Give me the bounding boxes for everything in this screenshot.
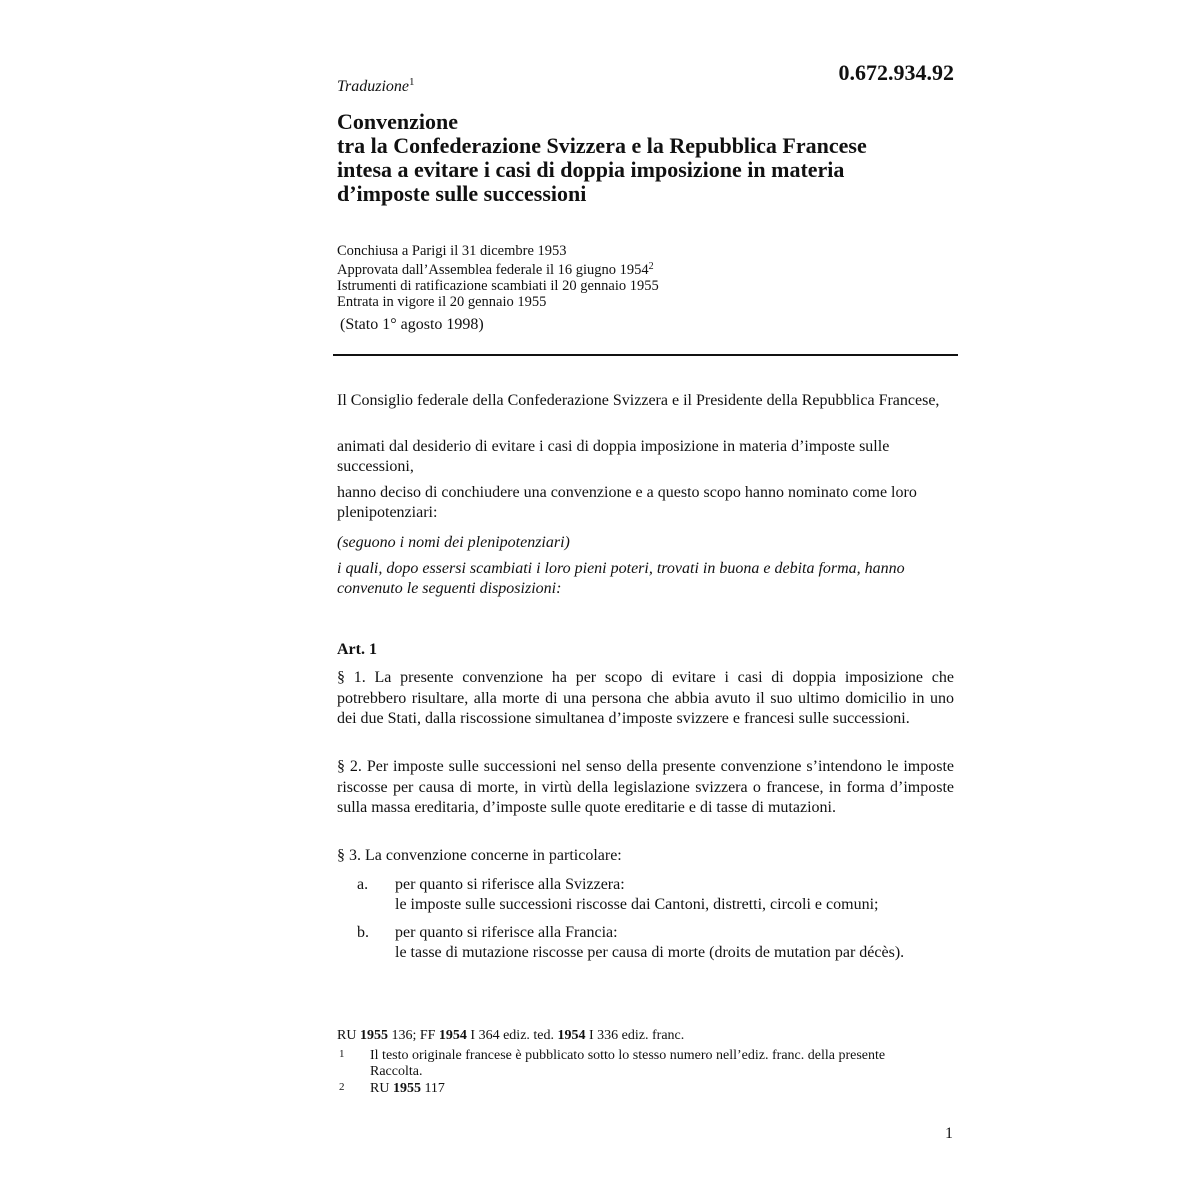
preamble-paragraph: animati dal desiderio di evitare i casi di doppia imposizione in materia d’imposte sulle successioni, <box>337 438 890 475</box>
in-force-date: Entrata in vigore il 20 gennaio 1955 <box>337 294 547 310</box>
footnote-1 <box>337 1048 937 1080</box>
document-title <box>337 110 977 206</box>
preamble-paragraph: Il Consiglio federale della Confederazione Svizzera e il Presidente della Repubblica Francese, <box>337 392 940 409</box>
article-list <box>337 875 954 963</box>
footnote-ref-1[interactable]: 1 <box>409 76 415 88</box>
article-paragraph: § 2. Per imposte sulle successioni nel senso della presente convenzione s’intendono le imposte riscosse per causa di morte, in virtù della legislazione svizzera o francese, in forma d’imposte sulla massa ereditaria, d’imposte sulle quote ereditarie e di tasse di mutazioni. <box>337 758 954 816</box>
source-reference: RU 1955 136; FF 1954 I 364 ediz. ted. 1954 I 336 ediz. franc. <box>337 1028 685 1043</box>
article-heading: Art. 1 <box>337 641 377 658</box>
footnote-number: 2 <box>339 1081 345 1093</box>
footnote-number: 1 <box>339 1048 345 1060</box>
status-date: (Stato 1° agosto 1998) <box>340 316 484 333</box>
concluded-date: Conchiusa a Parigi il 31 dicembre 1953 <box>337 243 567 259</box>
document-metadata <box>337 243 659 310</box>
list-item: a. per quanto si riferisce alla Svizzera: le imposte sulle successioni riscosse dai Cantoni, distretti, circoli e comuni; <box>357 876 879 913</box>
article-paragraph: § 1. La presente convenzione ha per scopo di evitare i casi di doppia imposizione che potrebbero risultare, alla morte di una persona che abbia avuto il suo ultimo domicilio in uno dei due Stati, dalla riscossione simultanea d’imposte svizzere e francesi sulle successioni. <box>337 669 954 727</box>
title-line: intesa a evitare i casi di doppia imposizione in materia <box>337 157 845 182</box>
header-divider <box>333 354 958 356</box>
document-number: 0.672.934.92 <box>838 60 954 85</box>
translation-note: Traduzione$^1$ <box>337 76 415 95</box>
preamble-plenipotentiaries: (seguono i nomi dei plenipotenziari) <box>337 534 570 551</box>
list-item: b. per quanto si riferisce alla Francia: le tasse di mutazione riscosse per causa di morte (droits de mutation par décès). <box>357 924 905 961</box>
preamble-paragraph: hanno deciso di conchiudere una convenzione e a questo scopo hanno nominato come loro plenipotenziari: <box>337 484 917 521</box>
list-marker: a. <box>357 876 369 893</box>
title-line: tra la Confederazione Svizzera e la Repubblica Francese <box>337 133 867 158</box>
page-number: 1 <box>945 1125 953 1142</box>
approved-date: Approvata dall’Assemblea federale il 16 giugno 1954$^2$ <box>337 261 654 278</box>
footnote-text: Il testo originale francese è pubblicato sotto lo stesso numero nell’ediz. franc. della presente Raccolta. <box>370 1048 886 1079</box>
ratification-date: Istrumenti di ratificazione scambiati il 20 gennaio 1955 <box>337 278 659 294</box>
preamble-paragraph: i quali, dopo essersi scambiati i loro pieni poteri, trovati in buona e debita forma, hanno convenuto le seguenti disposizioni: <box>337 560 905 597</box>
footnote-2: 2 RU 1955 117 <box>339 1081 445 1096</box>
footnote-ref-2[interactable]: 2 <box>648 261 654 272</box>
title-line: d’imposte sulle successioni <box>337 181 587 206</box>
title-line: Convenzione <box>337 109 458 134</box>
article-paragraph: § 3. La convenzione concerne in particolare: <box>337 847 622 864</box>
list-marker: b. <box>357 924 369 941</box>
